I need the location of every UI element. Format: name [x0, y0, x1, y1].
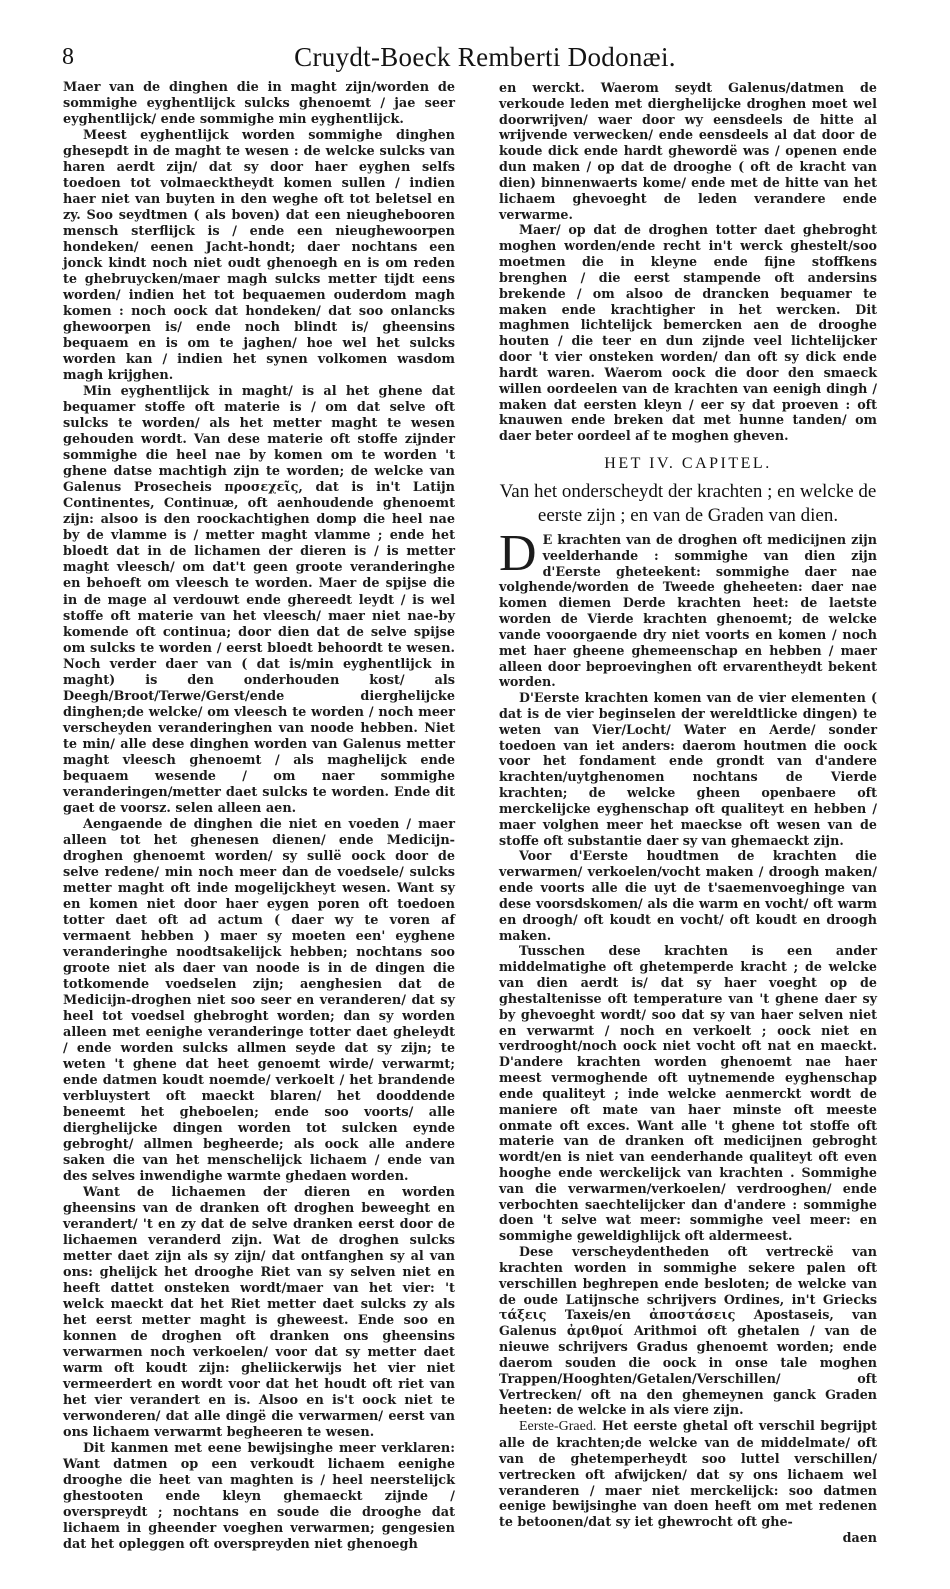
paragraph: Min eyghentlijck in maght/ is al het ghene dat bequamer stoffe oft materie is / om dat selve oft sulcks te worden/ als het metter maght te wesen gehouden wordt. Van dese materie oft stoffe zijnder sommighe die heel nae by komen om te worden 't ghene datse machtigh zijn te worden; de welcke van Galenus Prosecheis προσεχεῖς, dat is in't Latijn Continentes, Continuæ, oft aenhoudende ghenoemt zijn: alsoo is den roockachtighen domp die heel nae by de vlamme is / metter maght vlamme ; ende het bloedt dat in de lichamen der dieren is / is metter maght vleesch/ om dat't geen groote veranderinghe en behoeft om vleesch te worden. Maer de spijse die in de mage al verdouwt ende ghereedt leydt / is wel stoffe oft materie van het vleesch/ maer niet nae-by komende oft continua; door dien dat de selve spijse om sulcks te worden / eerst bloedt behoordt te wesen. Noch verder daer van ( dat is/min eyghentlijck in maght) is den onderhouden kost/ als Deegh/Broot/Terwe/Gerst/ende dierghelijcke dinghen;de welcke/ om vleesch te worden / noch meer verscheyden veranderinghen van noode hebben. Niet te min/ alle dese dinghen worden van Galenus metter maght vleesch ghenoemt / als maghelijck ende bequaem wesende / om naer sommighe veranderingen/metter daet sulcks te worden. Ende dit gaet de voorsz. selen alleen aen. — [63, 384, 455, 816]
paragraph: Dit kanmen met eene bewijsinghe meer verklaren: Want datmen op een verkoudt lichaem eenighe drooghe die heet van maghten is / heel neerstelijck ghestooten ende kleyn ghemaeckt zijnde / overspreydt ; nochtans en soude die drooghe dat lichaem in gheender voeghen verwarmen; gengesien dat het opleggen oft overspreyden niet ghenoegh — [63, 1441, 455, 1553]
paragraph: D'Eerste krachten komen van de vier elementen ( dat is de vier beginselen der wereldtlicke dingen) te weten van Vier/Locht/ Water en Aerde/ sonder toedoen van iet anders: daerom houtmen die oock voor het fondament ende grondt van d'andere krachten/uytghenomen nochtans de Vierde krachten; de welcke gheen openbaere oft merckelijcke eyghenschap oft qualiteyt en hebben / maer volghen meer het maeckse oft wesen van de stoffe oft substantie daer sy van ghemaeckt zijn. — [499, 690, 877, 848]
paragraph: en werckt. Waerom seydt Galenus/datmen de verkoude leden met dierghelijcke droghen moet wel doorwrijven/ waer door wy eensdeels de hitte al wrijvende verwecken/ ende eensdeels al dat door de koude dick ende hardt ghewordë was / openen ende dun maken / op dat de drooghe ( oft de kracht van dien) binnenwaerts kome/ ende met de hitte van het lichaem ghevoeght de leden verandere ende verwarme. — [499, 80, 877, 222]
running-title: Cruydt-Boeck Remberti Dodonæi. — [294, 42, 676, 72]
paragraph: Maer/ op dat de droghen totter daet ghebroght moghen worden/ende recht in't werck ghestelt/soo moetmen die in kleyne ende fijne stoffkens brenghen / die eerst stampende oft andersins brekende / om alsoo de drancken bequamer te maken ende krachtigher in het wercken. Dit maghmen lichtelijck bemercken aen de drooghe houten / die teer en dun zijnde veel lichtelijcker door 't vier onsteken worden/ dan oft sy dick ende hardt waren. Waerom oock die door den smaeck willen oordeelen van de krachten van eenigh dingh / maken dat eersten kleyn / eer sy dat proeven : oft knauwen ende breken dat met hunne tanden/ om daer beter oordeel af te moghen gheven. — [499, 222, 877, 444]
grade-text: Het eerste ghetal oft verschil begrijpt alle de krachten;de welcke van de middelmate/ oft van de ghetemperheydt soo luttel verschillen/ vertrecken oft afwijcken/ dat sy ons lichaem wel veranderen / maer niet merckelijck: soo datmen eenige bewijsinghe van doen heeft om met redenen te betoonen/dat sy iet ghewrocht oft ghe- — [499, 1418, 878, 1530]
drop-cap: D — [499, 524, 537, 582]
grade-paragraph — [499, 1418, 877, 1530]
paragraph: Want de lichaemen der dieren en worden gheensins van de dranken oft droghen beweeght en verandert/ 't en zy dat de selve dranken eerst door de lichaemen veranderd zijn. Wat de droghen sulcks metter daet zijn als sy zijn/ dat ontfanghen sy al van ons: ghelijck het drooghe Riet van sy selven niet en heeft dattet onsteken wordt/maer van het vier: 't welck maeckt dat het Riet metter daet sulcks zy als het eerst metter maght is gheweest. Ende soo en konnen de droghen oft dranken ons gheensins verwarmen noch verkoelen/ voor dat sy metter daet warm oft koudt zijn: gheliickerwijs het vier niet vermeerdert en wordt voor dat het houdt oft riet van het vier verandert en is. Alsoo en is't oock niet te verwonderen/ dat alle dingë die verwarmen/ eerst van ons lichaem verwarmt begheeren te wesen. — [63, 1185, 455, 1441]
catchword: daen — [842, 1530, 877, 1546]
chapter-subtitle: Van het onderscheydt der krachten ; en welcke de eerste zijn ; en van de Graden van dien. — [499, 480, 877, 526]
opening-text: E krachten van de droghen oft medicijnen zijn veelderhande : sommighe van dien zijn d'Eerste gheteekent: sommighe daer nae volghende/worden de Tweede gheheeten: daer nae komen diemen Derde krachten heet: de laetste worden de Vierde krachten ghenoemt; de welcke vande vooorgaende dry niet voorts en komen / noch met haer gheene ghemeenschap en hebben / maer alleen door beproevinghen oft ervarentheydt bekent worden. — [499, 531, 877, 690]
paragraph: Aengaende de dinghen die niet en voeden / maer alleen tot het ghenesen dienen/ ende Medicijn-droghen ghenoemt worden/ sy sullë oock door de selve redene/ min noch meer dan de voedsele/ sulcks metter maght oft inde mogelijckheyt wesen. Want sy en komen niet door haer eygen poren oft toedoen totter daet oft ad actum ( daer wy te voren af vermaent hebben ) maer sy moeten een' eyghene veranderinghe noodtsakelijck hebben; nochtans soo groote niet als daer van noode is in de dingen die totkomende voedselen zijn; aenghesien dat de Medicijn-droghen niet soo seer en veranderen/ dat sy heel tot voedsel ghebroght worden; dan sy worden alleen met eenighe veranderinge totter daet gheleydt / ende worden sulcks allmen seyde dat sy zijn; te weten 't ghene dat heet genoemt wirde/ verwarmt; ende datmen koudt noemde/ verkoelt / het brandende verbluystert oft maeckt blaren/ het dooddende beneemt het gheboelen; ende soo voorts/ alle dierghelijcke dingen worden tot sulcken eynde gebroght/ allmen begheerde; als oock alle andere saken die van het menschelijck lichaem / ende van des selves inwendighe warmte ghedaen worden. — [63, 816, 455, 1185]
left-column — [63, 80, 455, 1553]
chapter-heading: HET IV. CAPITEL. — [604, 455, 772, 473]
chapter-opening-paragraph — [499, 524, 877, 690]
paragraph: Meest eyghentlijck worden sommighe dinghen ghesepdt in de maght te wesen : de welcke sulcks van haren aerdt zijn/ dat sy door haer eyghen selfs toedoen tot volmaecktheydt komen sullen / indien haer niet van buyten in den weghe oft tot beletsel en zy. Soo seydtmen ( als boven) dat een nieughebooren mensch sterflijck is / ende een nieughewoorpen hondeken/ eenen Jacht-hondt; daer nochtans een jonck kindt noch niet oudt ghenoegh en is om reden te ghebruycken/maer magh sulcks metter tijdt eens worden/ indien het tot bequaemen ouderdom magh komen : noch oock dat hondeken/ dat soo onlancks ghewoorpen is/ ende noch blindt is/ gheensins bequaem en is om te jaghen/ hoe wel het sulcks worden kan / indien het synen volkomen wasdom magh krijghen. — [63, 128, 455, 384]
paragraph: Dese verscheydentheden oft vertreckë van krachten worden in sommighe sekere palen oft verschillen beghrepen ende besloten; de welcke van de oude Latijnsche schrijvers Ordines, in't Griecks τάξεις Taxeis/en ἀποστάσεις Apostaseis, van Galenus ἀριθμοί Arithmoi oft ghetalen / van de nieuwe schrijvers Gradus ghenoemt worden; ende daerom souden die oock in onse tale moghen Trappen/Hooghten/Getalen/Verschillen/ oft Vertrecken/ oft na den ghemeynen ganck Graden heeten: de welcke in als viere zijn. — [499, 1244, 877, 1418]
paragraph: Maer van de dinghen die in maght zijn/worden de sommighe eyghentlijck sulcks ghenoemt / jae seer eyghentlijck/ ende sommighe min eyghentlijck. — [63, 80, 455, 128]
paragraph: Voor d'Eerste houdtmen de krachten die verwarmen/ verkoelen/vocht maken / droogh maken/ ende voorts alle die uyt de t'saemenvoeghinge van dese voorsdskomen/ als die warm en vocht/ oft warm en droogh/ oft koudt en vocht/ oft koudt en droogh maken. — [499, 848, 877, 943]
page-number: 8 — [62, 44, 74, 70]
paragraph: Tusschen dese krachten is een ander middelmatighe oft ghetemperde kracht ; de welcke van dien aerdt is/ dat sy haer voeght op de ghestaltenisse oft temperature van 't ghene daer sy by ghevoeght wordt/ soo dat sy van haer selven niet en verwarmt / noch en verkoelt ; oock niet en verdrooght/noch oock niet vocht oft nat en maeckt. D'andere krachten worden ghenoemt nae haer meest vermoghende oft uytnemende eyghenschap ende qualiteyt ; inde welcke aenmerckt wordt de maniere oft mate van haer minste oft meeste onmate oft exces. Want alle 't ghene tot stoffe oft materie van de dranken oft medicijnen gebroght wordt/en is niet van eenderhande qualiteyt oft even hooghe ende werckelijck van krachten . Sommighe van die verwarmen/verkoelen/ verdrooghen/ ende verbochten saechtelijcker dan d'andere : sommighe doen 't selve wat meer: sommighe veel meer: en sommighe geweldighlijck oft aldermeest. — [499, 943, 877, 1244]
grade-label: Eerste-Graed. — [519, 1419, 597, 1435]
right-column — [499, 80, 877, 1546]
